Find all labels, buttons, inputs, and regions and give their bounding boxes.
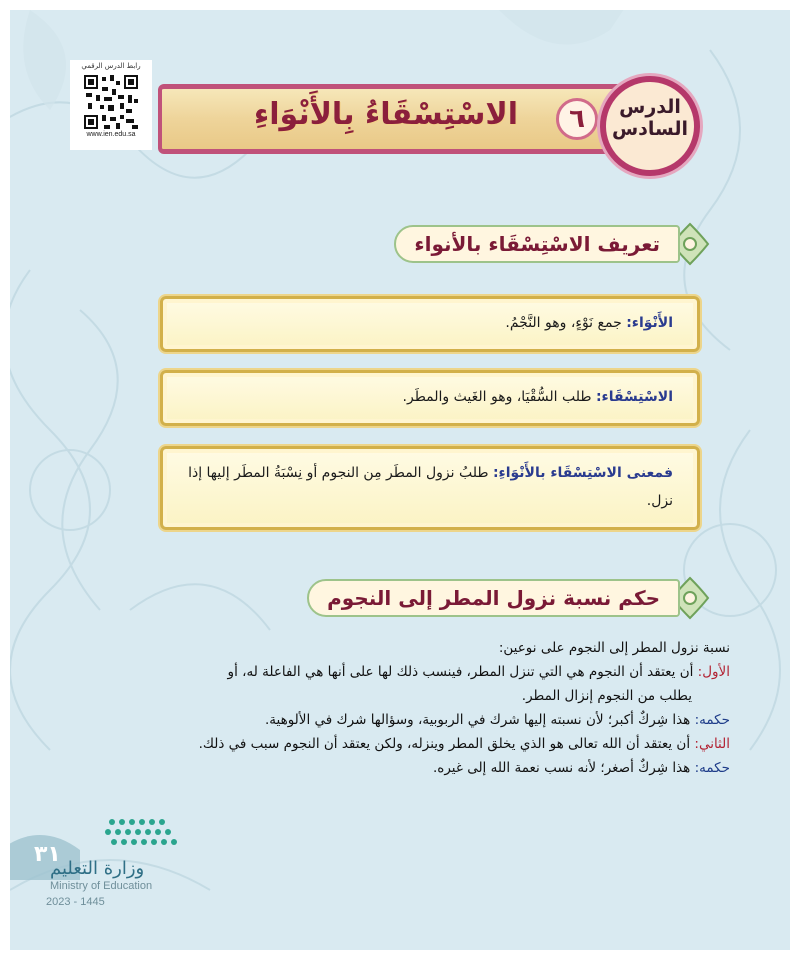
section-heading-text: حكم نسبة نزول المطر إلى النجوم xyxy=(307,579,680,617)
definition-text: طلبُ نزول المطَر مِن النجوم أو نِسْبَةُ المطَر إليها إذا نزل. xyxy=(188,465,673,509)
definition-term: فمعنى الاسْتِسْقَاء بالأَنْوَاءِ: xyxy=(492,465,673,481)
first-type-label: الأول: xyxy=(697,664,730,680)
body-second-type xyxy=(50,732,730,756)
definition-term: الاسْتِسْقَاء: xyxy=(595,389,673,405)
lesson-number: ٦ xyxy=(556,98,598,140)
page-number: ٣١ xyxy=(34,842,61,867)
edition-year: 2023 - 1445 xyxy=(46,896,105,908)
qr-caption: رابط الدرس الرقمي xyxy=(81,62,141,70)
definition-box xyxy=(160,446,700,530)
body-ruling-2 xyxy=(50,756,730,780)
body-intro: نسبة نزول المطر إلى النجوم على نوعين: xyxy=(498,640,730,656)
qr-url[interactable]: www.ien.edu.sa xyxy=(86,131,136,138)
ruling-label: حكمه: xyxy=(694,760,730,776)
second-type-text: أن يعتقد أن الله تعالى هو الذي يخلق المطر وينزله، ولكن يعتقد أن النجوم سبب في ذلك. xyxy=(198,736,695,752)
ruling-body xyxy=(50,636,730,780)
definition-text: جمع نَوْءٍ، وهو النَّجْمُ. xyxy=(505,315,627,331)
second-type-label: الثاني: xyxy=(694,736,730,752)
ministry-logo-dots xyxy=(102,816,192,852)
ruling-label: حكمه: xyxy=(694,712,730,728)
ruling-text: هذا شِركٌ أكبر؛ لأن نسبته إليها شرك في الربوبية، وسؤالها شرك في الألوهية. xyxy=(264,712,695,728)
first-type-text: أن يعتقد أن النجوم هي التي تنزل المطر، فينسب ذلك لها على أنها هي الفاعلة له، أو xyxy=(227,664,698,680)
ruling-text: هذا شِركٌ أصغر؛ لأنه نسب نعمة الله إلى غيره. xyxy=(432,760,695,776)
section-heading-ruling xyxy=(327,576,710,620)
definition-box xyxy=(160,370,700,426)
qr-code-card[interactable] xyxy=(70,60,152,150)
qr-code-icon[interactable] xyxy=(82,73,140,131)
textbook-page xyxy=(10,10,790,950)
section-heading-text: تعريف الاسْتِسْقَاء بالأنواء xyxy=(394,225,680,263)
first-type-continuation: يطلب من النجوم إنزال المطر. xyxy=(521,688,692,704)
ministry-name-english: Ministry of Education xyxy=(50,880,153,892)
ministry-name-arabic: وزارة التعليم xyxy=(50,858,145,879)
body-ruling-1 xyxy=(50,708,730,732)
definition-text: طلب السُّقْيَا، وهو الغَيث والمطَر. xyxy=(402,389,596,405)
lesson-badge-line1: الدرس xyxy=(619,96,681,118)
lesson-badge-line2: السادس xyxy=(611,118,689,140)
definition-box xyxy=(160,296,700,352)
lesson-title: الاسْتِسْقَاءُ بِالأَنْوَاءِ xyxy=(253,97,518,132)
definition-term: الأَنْوَاء: xyxy=(626,315,673,331)
lesson-badge xyxy=(600,76,700,176)
body-first-type xyxy=(50,660,730,684)
section-heading-definition xyxy=(410,222,710,266)
